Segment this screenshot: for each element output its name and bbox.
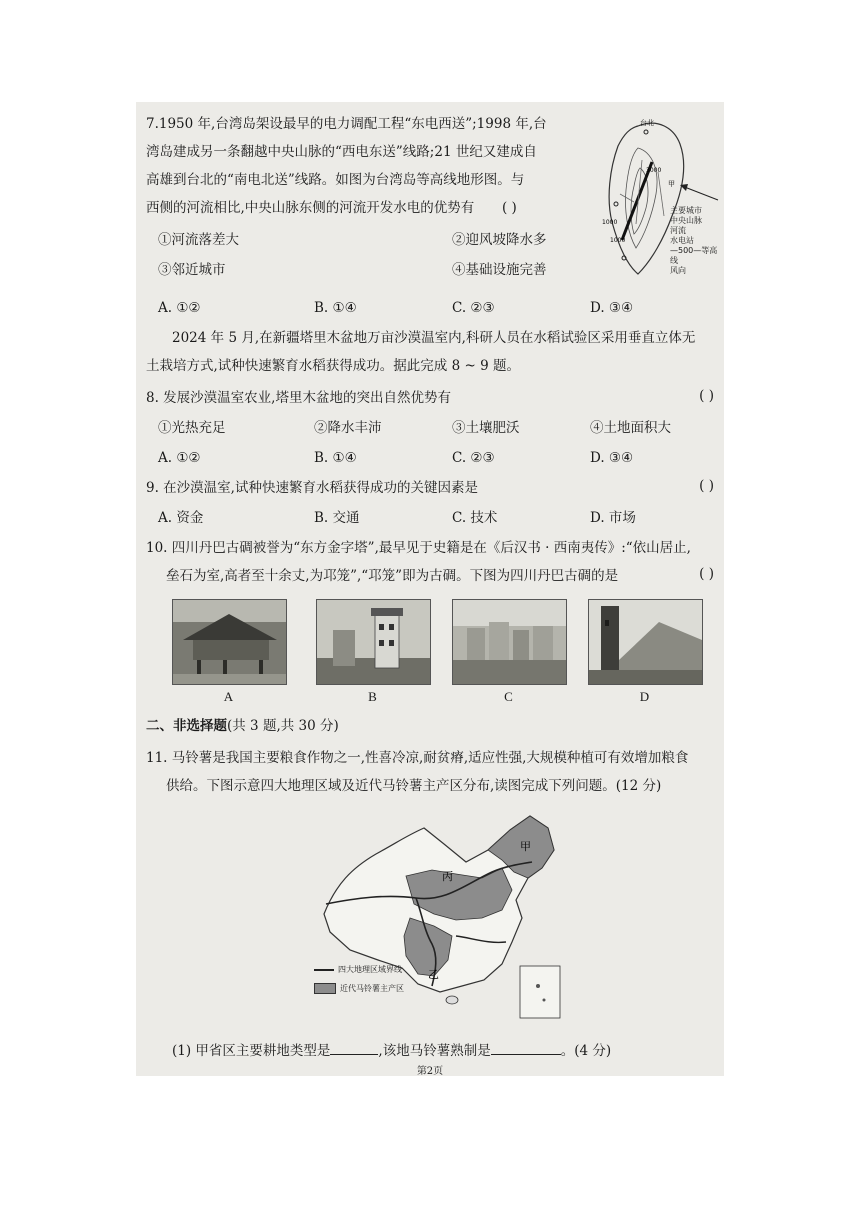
page-number: 第2页 [416, 1066, 444, 1076]
q11-sub1-part-c: 。(4 分) [560, 1043, 612, 1059]
q7-option-b[interactable]: B. ①④ [314, 300, 357, 316]
photo-label-a: A [223, 689, 234, 704]
q8-option-c[interactable]: C. ②③ [452, 450, 495, 466]
q7-option-d[interactable]: D. ③④ [590, 300, 634, 316]
legend-river: 河流 [670, 226, 686, 235]
q7-option-c[interactable]: C. ②③ [452, 300, 495, 316]
q7-stem-line4: 西侧的河流相比,中央山脉东侧的河流开发水电的优势有 [146, 200, 475, 216]
q7-item-3: ③邻近城市 [158, 262, 226, 278]
q10-stem-line1: 10. 四川丹巴古碉被誉为“东方金字塔”,最早见于史籍是在《后汉书 · 西南夷传》:“依山居止, [146, 540, 691, 556]
q10-answer-paren: ( ) [699, 566, 714, 582]
legend-mountain: 中央山脉 [670, 216, 702, 225]
q7-stem-line1: 7.1950 年,台湾岛架设最早的电力调配工程“东电西送”;1998 年,台 [146, 116, 547, 132]
q9-stem: 9. 在沙漠温室,试种快速繁育水稻获得成功的关键因素是 [146, 480, 478, 496]
photo-desert-houses[interactable] [452, 599, 567, 685]
q11-sub1 [172, 1040, 611, 1061]
map-label-jia: 甲 [520, 840, 531, 853]
area-swatch [314, 983, 336, 994]
q11-stem-line1: 11. 马铃薯是我国主要粮食作物之一,性喜冷凉,耐贫瘠,适应性强,大规模种植可有效增加粮食 [146, 750, 689, 766]
q8-item-3: ③土壤肥沃 [452, 420, 520, 436]
desert-houses-image [453, 600, 566, 684]
legend-boundary-row [314, 964, 404, 975]
taiwan-city-label: 台北 [640, 119, 654, 127]
q9-answer-paren: ( ) [699, 478, 714, 494]
q10-stem-line2: 垒石为室,高者至十余丈,为邛笼”,“邛笼”即为古碉。下图为四川丹巴古碉的是 [166, 568, 619, 584]
legend-wind: 风向 [670, 266, 686, 275]
q7-item-1: ①河流落差大 [158, 232, 239, 248]
q7-option-a[interactable]: A. ①② [158, 300, 201, 316]
photo-stone-tower[interactable] [588, 599, 703, 685]
photo-label-c: C [504, 689, 513, 704]
q8-option-d[interactable]: D. ③④ [590, 450, 634, 466]
intro-8-9-line2: 土栽培方式,试种快速繁育水稻获得成功。据此完成 8 ~ 9 题。 [146, 358, 520, 374]
section-2-title: 二、非选择题 [146, 718, 227, 734]
q11-sub1-part-b: ,该地马铃薯熟制是 [378, 1043, 491, 1059]
q11-sub1-blank-1[interactable] [330, 1040, 378, 1055]
taiwan-map-legend [670, 206, 724, 276]
legend-station: 水电站 [670, 236, 694, 245]
contour-label-2: 1000 [602, 219, 618, 226]
q8-option-a[interactable]: A. ①② [158, 450, 201, 466]
photo-label-b: B [368, 689, 377, 704]
photo-label-d: D [639, 689, 650, 704]
q11-sub1-blank-2[interactable] [491, 1040, 561, 1055]
q11-sub1-part-a: (1) 甲省区主要耕地类型是 [172, 1043, 331, 1059]
section-2-note: (共 3 题,共 30 分) [227, 718, 339, 734]
exam-page [136, 102, 724, 1076]
stone-tower-image [589, 600, 702, 684]
boundary-line-swatch [314, 969, 334, 971]
section-2-heading [146, 716, 339, 736]
map-label-yi: 乙 [428, 968, 439, 981]
q9-option-d[interactable]: D. 市场 [590, 510, 636, 526]
legend-boundary-text: 四大地理区域界线 [338, 965, 402, 974]
q7-stem-line2: 湾岛建成另一条翻越中央山脉的“西电东送”线路;21 世纪又建成自 [146, 144, 537, 160]
photo-watchtower[interactable] [316, 599, 431, 685]
intro-8-9-line1: 2024 年 5 月,在新疆塔里木盆地万亩沙漠温室内,科研人员在水稻试验区采用垂直立体无 [172, 330, 696, 346]
photo-stilt-house[interactable] [172, 599, 287, 685]
q8-item-4: ④土地面积大 [590, 420, 671, 436]
q9-option-c[interactable]: C. 技术 [452, 510, 498, 526]
q9-option-a[interactable]: A. 资金 [158, 510, 204, 526]
q8-item-1: ①光热充足 [158, 420, 226, 436]
q7-item-2: ②迎风坡降水多 [452, 232, 547, 248]
q11-stem-line2: 供给。下图示意四大地理区域及近代马铃薯主产区分布,读图完成下列问题。(12 分) [166, 778, 662, 794]
q7-answer-paren: ( ) [502, 200, 517, 216]
q8-answer-paren: ( ) [699, 388, 714, 404]
china-map-legend [314, 964, 404, 994]
map-label-bing: 丙 [442, 870, 453, 883]
contour-label-3: 1000 [610, 237, 626, 244]
legend-contour: —500—等高线 [670, 246, 718, 265]
legend-area-text: 近代马铃薯主产区 [340, 984, 404, 993]
q7-item-4: ④基础设施完善 [452, 262, 547, 278]
stilt-house-image [173, 600, 286, 684]
q7-stem-line3: 高雄到台北的“南电北送”线路。如图为台湾岛等高线地形图。与 [146, 172, 525, 188]
q8-option-b[interactable]: B. ①④ [314, 450, 357, 466]
contour-label-1: 3000 [646, 167, 662, 174]
taiwan-east-label: 甲 [668, 180, 675, 188]
watchtower-image [317, 600, 430, 684]
legend-city: 主要城市 [670, 206, 702, 215]
legend-area-row [314, 983, 404, 994]
q8-item-2: ②降水丰沛 [314, 420, 382, 436]
q9-option-b[interactable]: B. 交通 [314, 510, 360, 526]
q8-stem: 8. 发展沙漠温室农业,塔里木盆地的突出自然优势有 [146, 390, 451, 406]
